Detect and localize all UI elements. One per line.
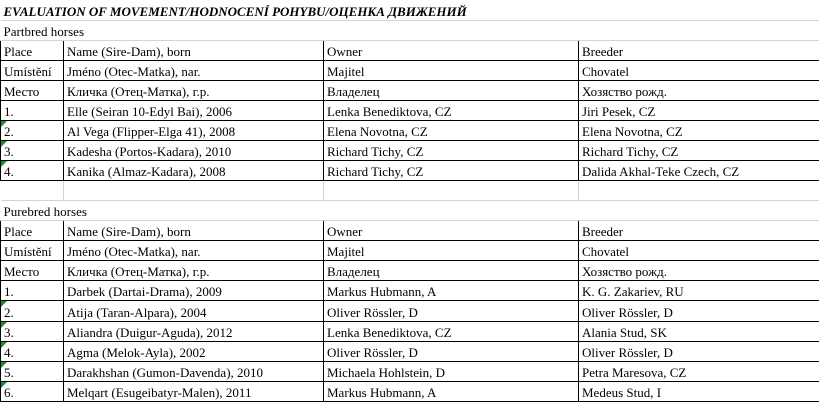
header-cell[interactable]: Majitel: [324, 60, 579, 80]
header-cell[interactable]: Umístění: [1, 241, 64, 261]
header-row: [1, 80, 819, 100]
header-row: [1, 241, 819, 261]
place-cell[interactable]: 6.: [1, 381, 64, 401]
owner-cell[interactable]: Markus Hubmann, A: [324, 281, 579, 301]
table-row: [1, 140, 819, 160]
empty-cell[interactable]: [1, 181, 64, 201]
name-cell[interactable]: Atija (Taran-Alpara), 2004: [64, 301, 324, 321]
section-heading-partbred[interactable]: Partbred horses: [1, 20, 819, 40]
header-cell[interactable]: Место: [1, 261, 64, 281]
page-title[interactable]: EVALUATION OF MOVEMENT/HODNOCENÍ POHYBU/ОЦЕНКА ДВИЖЕНИЙ: [1, 0, 819, 20]
section-heading-row: [1, 20, 819, 40]
owner-cell[interactable]: Richard Tichy, CZ: [324, 161, 579, 181]
section-heading-row: [1, 201, 819, 221]
name-cell[interactable]: Kanika (Almaz-Kadara), 2008: [64, 161, 324, 181]
header-cell[interactable]: Breeder: [579, 221, 819, 241]
owner-cell[interactable]: Lenka Benediktova, CZ: [324, 100, 579, 120]
header-cell[interactable]: Owner: [324, 40, 579, 60]
name-cell[interactable]: Darakhshan (Gumon-Davenda), 2010: [64, 361, 324, 381]
name-cell[interactable]: Aliandra (Duigur-Aguda), 2012: [64, 321, 324, 341]
name-cell[interactable]: Melqart (Esugeibatyr-Malen), 2011: [64, 381, 324, 401]
empty-row: [1, 181, 819, 201]
header-cell[interactable]: Место: [1, 80, 64, 100]
header-cell[interactable]: Chovatel: [579, 60, 819, 80]
header-cell[interactable]: Breeder: [579, 40, 819, 60]
header-cell[interactable]: Name (Sire-Dam), born: [64, 221, 324, 241]
breeder-cell[interactable]: Dalida Akhal-Teke Czech, CZ: [579, 161, 819, 181]
header-cell[interactable]: Jméno (Otec-Matka), nar.: [64, 60, 324, 80]
header-cell[interactable]: Umístění: [1, 60, 64, 80]
breeder-cell[interactable]: Oliver Rössler, D: [579, 301, 819, 321]
header-cell[interactable]: Владелец: [324, 80, 579, 100]
owner-cell[interactable]: Oliver Rössler, D: [324, 341, 579, 361]
table-row: [1, 161, 819, 181]
breeder-cell[interactable]: Richard Tichy, CZ: [579, 140, 819, 160]
header-cell[interactable]: Хозяство рожд.: [579, 261, 819, 281]
table-row: [1, 281, 819, 301]
place-cell[interactable]: 4.: [1, 341, 64, 361]
owner-cell[interactable]: Lenka Benediktova, CZ: [324, 321, 579, 341]
breeder-cell[interactable]: Oliver Rössler, D: [579, 341, 819, 361]
table-row: [1, 341, 819, 361]
owner-cell[interactable]: Elena Novotna, CZ: [324, 120, 579, 140]
header-cell[interactable]: Хозяство рожд.: [579, 80, 819, 100]
place-cell[interactable]: 2.: [1, 120, 64, 140]
place-cell[interactable]: 2.: [1, 301, 64, 321]
header-row: [1, 221, 819, 241]
name-cell[interactable]: Kadesha (Portos-Kadara), 2010: [64, 140, 324, 160]
table-row: [1, 381, 819, 401]
breeder-cell[interactable]: K. G. Zakariev, RU: [579, 281, 819, 301]
header-cell[interactable]: Place: [1, 40, 64, 60]
place-cell[interactable]: 3.: [1, 140, 64, 160]
place-cell[interactable]: 3.: [1, 321, 64, 341]
header-row: [1, 60, 819, 80]
section-heading-purebred[interactable]: Purebred horses: [1, 201, 819, 221]
table-row: [1, 361, 819, 381]
breeder-cell[interactable]: Jiri Pesek, CZ: [579, 100, 819, 120]
name-cell[interactable]: Elle (Seiran 10-Edyl Bai), 2006: [64, 100, 324, 120]
place-cell[interactable]: 1.: [1, 100, 64, 120]
header-cell[interactable]: Place: [1, 221, 64, 241]
table-row: [1, 120, 819, 140]
header-cell[interactable]: Majitel: [324, 241, 579, 261]
owner-cell[interactable]: Oliver Rössler, D: [324, 301, 579, 321]
place-cell[interactable]: 4.: [1, 161, 64, 181]
name-cell[interactable]: Al Vega (Flipper-Elga 41), 2008: [64, 120, 324, 140]
breeder-cell[interactable]: Elena Novotna, CZ: [579, 120, 819, 140]
title-row: [1, 0, 819, 20]
table-row: [1, 301, 819, 321]
breeder-cell[interactable]: Petra Maresova, CZ: [579, 361, 819, 381]
header-row: [1, 40, 819, 60]
header-cell[interactable]: Кличка (Отец-Матка), г.р.: [64, 261, 324, 281]
table-row: [1, 100, 819, 120]
place-cell[interactable]: 5.: [1, 361, 64, 381]
table-row: [1, 321, 819, 341]
name-cell[interactable]: Agma (Melok-Ayla), 2002: [64, 341, 324, 361]
empty-cell[interactable]: [579, 181, 819, 201]
header-row: [1, 261, 819, 281]
place-cell[interactable]: 1.: [1, 281, 64, 301]
header-cell[interactable]: Кличка (Отец-Матка), г.р.: [64, 80, 324, 100]
owner-cell[interactable]: Markus Hubmann, A: [324, 381, 579, 401]
header-cell[interactable]: Name (Sire-Dam), born: [64, 40, 324, 60]
breeder-cell[interactable]: Medeus Stud, I: [579, 381, 819, 401]
empty-cell[interactable]: [324, 181, 579, 201]
header-cell[interactable]: Jméno (Otec-Matka), nar.: [64, 241, 324, 261]
header-cell[interactable]: Chovatel: [579, 241, 819, 261]
name-cell[interactable]: Darbek (Dartai-Drama), 2009: [64, 281, 324, 301]
owner-cell[interactable]: Richard Tichy, CZ: [324, 140, 579, 160]
header-cell[interactable]: Owner: [324, 221, 579, 241]
header-cell[interactable]: Владелец: [324, 261, 579, 281]
owner-cell[interactable]: Michaela Hohlstein, D: [324, 361, 579, 381]
empty-cell[interactable]: [64, 181, 324, 201]
breeder-cell[interactable]: Alania Stud, SK: [579, 321, 819, 341]
